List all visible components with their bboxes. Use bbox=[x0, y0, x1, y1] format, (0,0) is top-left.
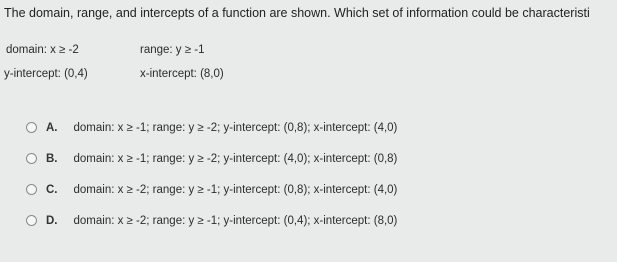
option-text: domain: x ≥ -1; range: y ≥ -2; y-intercept: (0,8); x-intercept: (4,0) bbox=[73, 121, 398, 134]
option-text: domain: x ≥ -2; range: y ≥ -1; y-intercept: (0,8); x-intercept: (4,0) bbox=[73, 183, 398, 196]
radio-button-d[interactable] bbox=[26, 215, 37, 226]
option-text: domain: x ≥ -1; range: y ≥ -2; y-intercept: (4,0); x-intercept: (0,8) bbox=[73, 152, 398, 165]
option-c[interactable] bbox=[26, 174, 606, 205]
option-a[interactable] bbox=[26, 112, 606, 143]
given-x-intercept: x-intercept: (8,0) bbox=[140, 68, 224, 80]
option-letter: A. bbox=[46, 121, 58, 134]
option-letter: C. bbox=[46, 183, 58, 196]
radio-button-a[interactable] bbox=[26, 122, 37, 133]
radio-button-b[interactable] bbox=[26, 153, 37, 164]
question-text: The domain, range, and intercepts of a function are shown. Which set of information could be characteristi bbox=[4, 6, 590, 20]
given-y-intercept: y-intercept: (0,4) bbox=[4, 68, 88, 80]
option-d[interactable] bbox=[26, 205, 606, 236]
option-b[interactable] bbox=[26, 143, 606, 174]
radio-button-c[interactable] bbox=[26, 184, 37, 195]
option-letter: B. bbox=[46, 152, 58, 165]
option-text: domain: x ≥ -2; range: y ≥ -1; y-intercept: (0,4); x-intercept: (8,0) bbox=[73, 214, 398, 227]
answer-options bbox=[26, 112, 606, 236]
option-letter: D. bbox=[46, 214, 58, 227]
given-range: range: y ≥ -1 bbox=[140, 44, 205, 56]
given-domain: domain: x ≥ -2 bbox=[6, 44, 79, 56]
